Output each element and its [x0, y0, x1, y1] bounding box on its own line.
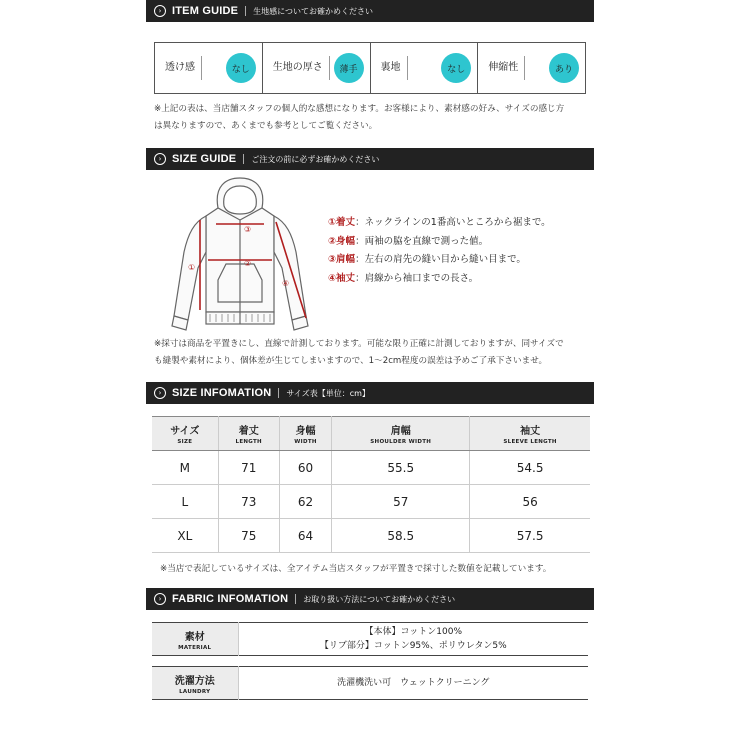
fabric-info-title: FABRIC INFOMATION: [172, 593, 289, 605]
guide-label: 伸縮性: [488, 56, 525, 80]
marker-3: ③: [244, 225, 252, 234]
size-info-header: [146, 382, 594, 404]
table-cell: 62: [279, 485, 331, 519]
table-row: [152, 485, 590, 519]
guide-badge: 薄手: [334, 53, 364, 83]
guide-label: 透け感: [165, 56, 202, 80]
table-cell: 55.5: [332, 451, 470, 485]
point-name: 着丈: [336, 217, 356, 228]
point-desc: ：左右の肩先の縫い目から縫い目まで。: [355, 254, 526, 265]
point-item: [328, 233, 551, 252]
material-row: [152, 623, 588, 656]
table-cell: L: [152, 485, 218, 519]
laundry-value: 洗濯機洗い可 ウェットクリーニング: [337, 678, 490, 688]
size-guide-title: SIZE GUIDE: [172, 153, 237, 165]
point-name: 肩幅: [336, 254, 356, 265]
header-size: サイズ SIZE: [152, 417, 218, 451]
chevron-right-icon: ›: [154, 593, 166, 605]
guide-label: 裏地: [381, 56, 408, 80]
divider: [243, 154, 244, 164]
table-cell: 58.5: [332, 519, 470, 553]
table-row: [152, 519, 590, 553]
table-cell: 57.5: [470, 519, 590, 553]
marker-4: ④: [282, 279, 290, 288]
table-cell: 71: [218, 451, 279, 485]
point-name: 袖丈: [336, 272, 356, 284]
laundry-table: [152, 666, 588, 700]
table-cell: 73: [218, 485, 279, 519]
size-info-subtitle: サイズ表【単位：cm】: [286, 388, 370, 398]
point-item: [328, 214, 551, 233]
point-desc: ：ネックラインの1番高いところから裾まで。: [355, 217, 551, 228]
header-shoulder: 肩幅 SHOULDER WIDTH: [332, 417, 470, 451]
table-cell: XL: [152, 519, 218, 553]
fabric-info-subtitle: お取り扱い方法についてお確かめください: [303, 594, 456, 604]
point-number: ④: [328, 272, 337, 284]
point-name: 身幅: [336, 235, 356, 247]
table-cell: 56: [470, 485, 590, 519]
point-item: [328, 270, 551, 289]
size-table: [152, 416, 590, 553]
guide-cell-lining: [371, 43, 479, 93]
table-row: [152, 451, 590, 485]
size-guide-header: [146, 148, 594, 170]
point-desc: ：肩線から袖口までの長さ。: [355, 272, 479, 284]
marker-1: ①: [188, 263, 196, 272]
guide-cell-thickness: [263, 43, 371, 93]
guide-cell-transparency: [155, 43, 263, 93]
divider: [278, 388, 279, 398]
divider: [295, 594, 296, 604]
table-cell: 54.5: [470, 451, 590, 485]
point-desc: ：両袖の脇を直線で測った値。: [355, 235, 489, 247]
table-cell: 57: [332, 485, 470, 519]
header-length: 着丈 LENGTH: [218, 417, 279, 451]
table-cell: 64: [279, 519, 331, 553]
item-guide-header: [146, 0, 594, 22]
point-number: ①: [328, 217, 337, 228]
guide-label: 生地の厚さ: [273, 56, 330, 80]
material-line: 【リブ部分】コットン95%、ポリウレタン5%: [319, 641, 507, 651]
point-number: ②: [328, 235, 337, 247]
fabric-info-header: [146, 588, 594, 610]
table-cell: M: [152, 451, 218, 485]
size-info-title: SIZE INFOMATION: [172, 387, 272, 399]
marker-2: ②: [244, 259, 252, 268]
item-guide-note: [154, 101, 594, 135]
hoodie-diagram: [160, 172, 320, 334]
header-width: 身幅 WIDTH: [279, 417, 331, 451]
guide-badge: なし: [441, 53, 471, 83]
material-table: [152, 622, 588, 656]
guide-badge: なし: [226, 53, 256, 83]
header-sleeve: 袖丈 SLEEVE LENGTH: [470, 417, 590, 451]
guide-badge: あり: [549, 53, 579, 83]
size-guide-note: [154, 336, 594, 370]
point-number: ③: [328, 254, 337, 265]
note-line: は異なりますので、あくまでも参考としてご覧ください。: [154, 121, 378, 131]
item-guide-title: ITEM GUIDE: [172, 5, 239, 17]
item-guide-subtitle: 生地感についてお確かめください: [253, 6, 374, 16]
chevron-right-icon: ›: [154, 153, 166, 165]
item-guide-table: [154, 42, 586, 94]
material-label: 素材 MATERIAL: [152, 623, 238, 656]
material-line: 【本体】コットン100%: [364, 627, 463, 637]
chevron-right-icon: ›: [154, 387, 166, 399]
note-line: ※採寸は商品を平置きにし、直線で計測しております。可能な限り正確に計測しておりますが、同サイズで: [154, 339, 564, 349]
note-line: も縫製や素材により、個体差が生じてしまいますので、1〜2cm程度の誤差は予めご了承下さいませ。: [154, 356, 548, 366]
table-cell: 75: [218, 519, 279, 553]
laundry-label: 洗濯方法 LAUNDRY: [152, 667, 238, 700]
material-value: [238, 623, 588, 656]
chevron-right-icon: ›: [154, 5, 166, 17]
size-guide-points: [328, 214, 551, 288]
table-cell: 60: [279, 451, 331, 485]
table-header-row: [152, 417, 590, 451]
laundry-row: [152, 667, 588, 700]
note-line: ※当店で表記しているサイズは、全アイテム当店スタッフが平置きで採寸した数値を記載しています。: [160, 564, 552, 574]
note-line: ※上記の表は、当店舗スタッフの個人的な感想になります。お客様により、素材感の好み、サイズの感じ方: [154, 104, 565, 114]
size-info-note: [160, 561, 600, 578]
size-guide-subtitle: ご注文の前に必ずお確かめください: [251, 154, 380, 164]
point-item: [328, 251, 551, 270]
divider: [245, 6, 246, 16]
guide-cell-stretch: [478, 43, 585, 93]
